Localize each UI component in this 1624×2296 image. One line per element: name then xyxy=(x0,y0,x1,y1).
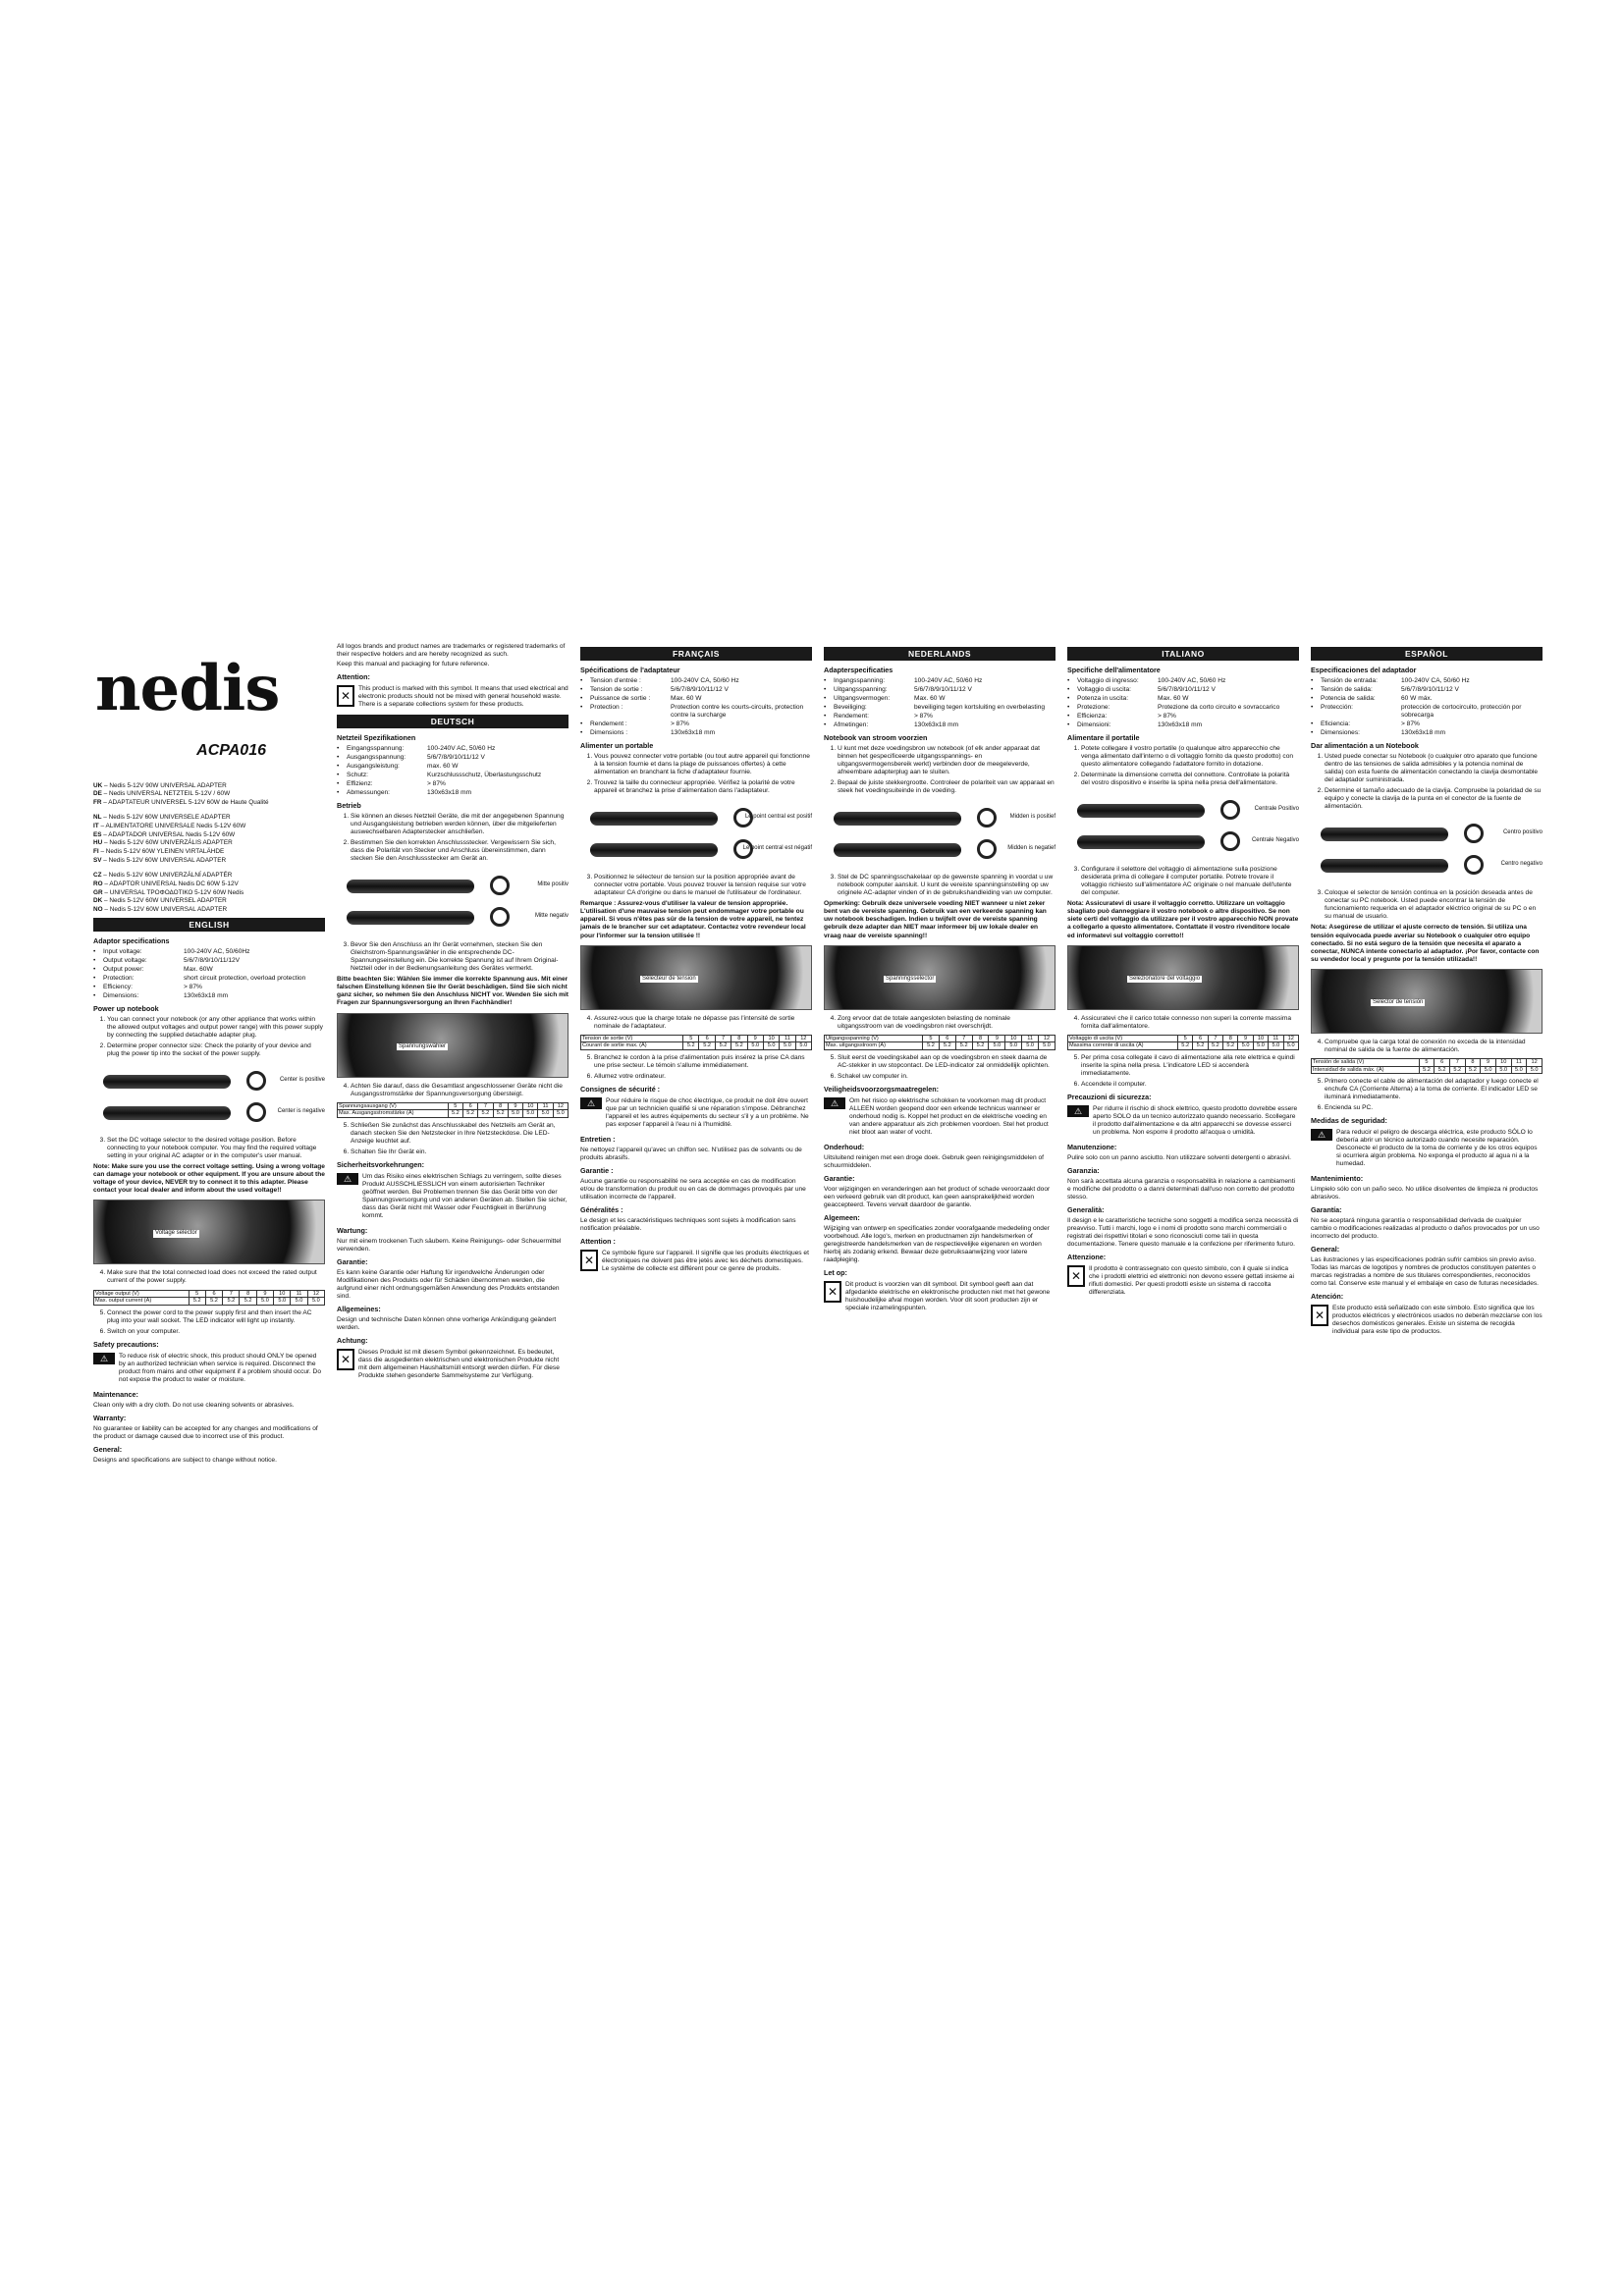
voltage-selector-label: Voltage selector xyxy=(155,1230,197,1237)
safety-text: Om het risico op elektrische schokken te voorkomen mag dit product ALLEEN worden geopend door een erkende technicus wanneer er onderhoud nodig is. Koppel het product en de elektrische voeding en van andere apparatuur als zich problemen voordoen. Stel het product niet bloot aan water of vocht. xyxy=(849,1097,1049,1137)
note: Opmerking: Gebruik deze universele voeding NIET wanneer u niet zeker bent van de vereiste spanning. Gebruik van een verkeerde spanning kan uw notebook beschadigen. Indien u twijfelt over de vereiste spanning gebruik deze adapter dan NIET maar informeer bij uw lokale dealer en vraag naar de vereiste spanning!! xyxy=(824,900,1047,939)
safety-title: Veiligheidsvoorzorgsmaatregelen: xyxy=(824,1085,940,1095)
general-title: Allgemeines: xyxy=(337,1305,381,1314)
column-deutsch xyxy=(337,643,568,1385)
maintenance-title: Maintenance: xyxy=(93,1390,138,1400)
spec-row: • Protection: short circuit protection, overload protection xyxy=(93,975,306,983)
attention-title: Attention: xyxy=(337,672,370,682)
spec-list xyxy=(1067,677,1299,729)
weee-bin-icon: ✕ xyxy=(1067,1265,1085,1287)
spec-row: • Dimensions: 130x63x18 mm xyxy=(93,992,229,1000)
step: 1. Usted puede conectar su Notebook (o cualquier otro aparato que funcione dentro de las tensiones de salida admisibles y la potencia nominal de salida) con esta fuente de alimentación conectando la clavija desmontable del adaptador suministrada. xyxy=(1325,753,1543,784)
spec-list xyxy=(337,745,568,797)
language-line: FR – ADAPTATEUR UNIVERSEL 5-12V 60W de Haute Qualité xyxy=(93,799,269,807)
voltage-selector-label: Spanningsselector xyxy=(886,975,935,982)
safety-title: Consignes de sécurité : xyxy=(580,1085,661,1095)
steps-list xyxy=(347,1083,568,1098)
step: 3. Coloque el selector de tensión continua en la posición deseada antes de conectar su PC notebook. Usted puede encontrar la tensión de funcionamiento requerida en el adaptador eléctrico original de su PC o en su manual de usuario. xyxy=(1325,889,1543,921)
language-line: NL – Nedis 5-12V 60W UNIVERSELE ADAPTER xyxy=(93,814,231,822)
weee-bin-icon: ✕ xyxy=(337,685,354,707)
step: 4. Zorg ervoor dat de totale aangesloten belasting de nominale uitgangsstroom van de voedingsbron niet overschrijdt. xyxy=(838,1015,1056,1031)
voltage-selector-label: Sélecteur de tension xyxy=(642,975,696,982)
steps-list xyxy=(103,1137,325,1160)
general-text: Il design e le caratteristiche tecniche sono soggetti a modifica senza necessità di preavviso. Tutti i marchi, logo e i nomi di prodotto sono marchi commerciali o registrati dei rispettivi titolari e sono riconosciuti come tali in questa documentazione. Tenere questo manuale e la confezione per riferimento futuro. xyxy=(1067,1216,1299,1248)
general-title: Generalità: xyxy=(1067,1204,1105,1214)
steps-list xyxy=(347,1122,568,1156)
connector-diagram xyxy=(1311,816,1543,884)
spec-row: • Eficiencia: > 87% xyxy=(1311,721,1420,728)
safety-text: Um das Risiko eines elektrischen Schlags zu verringern, sollte dieses Produkt AUSSCHLIESSLICH von einem autorisierten Techniker geöffnet werden. Bei Problemen trennen Sie das Gerät bitte von der Spannungsversorgung und von anderen Geräten ab. Stellen Sie sicher, dass das Gerät nicht mit Wasser oder Feuchtigkeit in Berührung kommt. xyxy=(362,1173,568,1220)
attention-text: Il prodotto è contrassegnato con questo simbolo, con il quale si indica che i prodotti elettrici ed elettronici non devono essere gettati insieme ai rifiuti domestici. Per questi prodotti esiste un sistema di raccolta differenziata. xyxy=(1089,1264,1294,1296)
steps-list xyxy=(1321,1039,1543,1054)
column-nederlands xyxy=(824,643,1056,1317)
step: 4. Make sure that the total connected load does not exceed the rated output current of the power supply. xyxy=(107,1269,325,1285)
center-negative-label: Mitte negativ xyxy=(534,913,568,920)
section-header: ESPAÑOL xyxy=(1311,647,1543,661)
spec-row: • Efficienza: > 87% xyxy=(1067,713,1176,721)
weee-bin-icon: ✕ xyxy=(824,1281,841,1303)
manual-sheet xyxy=(93,643,1546,1600)
step: 1. Sie können an dieses Netzteil Geräte, die mit der angegebenen Spannung und Ausgangsleistung betrieben werden können, über die mitgelieferten auswechselbaren Adapterstecker anschließen. xyxy=(351,813,568,836)
maintenance-text: Uitsluitend reinigen met een droge doek. Gebruik geen reinigingsmiddelen of schuurmiddelen. xyxy=(824,1154,1044,1170)
center-negative-label: Center is negative xyxy=(277,1108,325,1115)
step: 2. Determinate la dimensione corretta del connettore. Controllate la polarità del vostro dispositivo e inserite la spina nella presa dell'alimentatore. xyxy=(1081,772,1299,787)
steps-list xyxy=(590,1054,812,1081)
steps-list xyxy=(834,874,1056,897)
language-line: DE – Nedis UNIVERSAL NETZTEIL 5-12V / 60W xyxy=(93,790,231,798)
voltage-table: Spannungsausgang (V) 5 6 7 8 9 10 11 12 Max. Ausgangsstromstärke (A) 5.2 5.2 5.2 5.2 5.0 5.0 5.0 5.0 xyxy=(337,1102,568,1119)
language-line: DK – Nedis 5-12V 60W UNIVERSEL ADAPTER xyxy=(93,897,227,905)
section-header: FRANÇAIS xyxy=(580,647,812,661)
warranty-text: Non sarà accettata alcuna garanzia o responsabilità in relazione a cambiamenti e modifiche del prodotto o a danni determinati dall'uso non corretto del prodotto stesso. xyxy=(1067,1177,1296,1201)
connector-diagram xyxy=(1067,792,1299,861)
spec-row: • Abmessungen: 130x63x18 mm xyxy=(337,789,472,797)
steps-list xyxy=(103,1309,325,1336)
spec-row: • Beveiliging: beveiliging tegen kortsluiting en overbelasting xyxy=(824,704,1046,712)
warranty-title: Garantie : xyxy=(580,1166,614,1176)
spec-row: • Eingangsspannung: 100-240V AC, 50/60 Hz xyxy=(337,745,496,753)
center-negative-label: Centro negativo xyxy=(1500,861,1543,868)
spec-row: • Output power: Max. 60W xyxy=(93,966,213,974)
spec-row: • Protección: protección de cortocircuito, protección por sobrecarga xyxy=(1311,704,1522,720)
note: Bitte beachten Sie: Wählen Sie immer die korrekte Spannung aus. Mit einer falschen Einstellung können Sie Ihr Gerät beschädigen. Sind Sie sich nicht ganz sicher, so nehmen Sie den Anschluss NICHT vor. Wenden Sie sich mit Fragen zur Spannungsversorgung an Ihren Fachhändler! xyxy=(337,976,568,1007)
maintenance-text: Ne nettoyez l'appareil qu'avec un chiffon sec. N'utilisez pas de solvants ou de produits abrasifs. xyxy=(580,1147,802,1162)
spec-row: • Ausgangsleistung: max. 60 W xyxy=(337,763,459,771)
warranty-text: Es kann keine Garantie oder Haftung für irgendwelche Änderungen oder Modifikationen des Produkts oder für Schäden übernommen werden, die aufgrund einer nicht ordnungsgemäßen Anwendung des Produkts entstanden sind. xyxy=(337,1268,560,1301)
maintenance-title: Mantenimiento: xyxy=(1311,1174,1364,1184)
warranty-text: Voor wijzigingen en veranderingen aan het product of schade veroorzaakt door een verkeerd gebruik van dit product, kan geen aansprakelijkheid worden geaccepteerd. Tevens vervalt daardoor de garantie. xyxy=(824,1185,1051,1208)
step: 6. Schakel uw computer in. xyxy=(838,1073,1056,1081)
step: 6. Switch on your computer. xyxy=(107,1328,325,1336)
adapter-photo xyxy=(580,945,812,1010)
attention-title: Achtung: xyxy=(337,1335,368,1345)
attention-text: Ce symbole figure sur l'appareil. Il signifie que les produits électriques et électroniques ne doivent pas être jetés avec les déchets domestiques. Le système de collecte est différent pour ce genre de produits. xyxy=(602,1249,809,1272)
spec-row: • Rendement: > 87% xyxy=(824,713,933,721)
step: 1. Potete collegare il vostro portatile (o qualunque altro apparecchio che venga alimentato dall'interno o di voltaggio fornito da questo prodotto) con questo alimentatore collegando l'adattatore fornito in dotazione. xyxy=(1081,745,1299,769)
step: 5. Schließen Sie zunächst das Anschlusskabel des Netzteils am Gerät an, danach stecken Sie den Netzstecker in Ihre Netzsteckdose. Die LED-Anzeige leuchtet auf. xyxy=(351,1122,568,1146)
voltage-selector-label: Selezionatore del voltaggio xyxy=(1129,975,1201,982)
column-espanol xyxy=(1311,643,1543,1341)
steps-list xyxy=(103,1016,325,1058)
steps-list xyxy=(1077,866,1299,897)
center-positive-label: Le point central est positif xyxy=(744,814,812,821)
center-positive-label: Mitte positiv xyxy=(537,881,568,888)
steps-list xyxy=(1077,1015,1299,1031)
steps-list xyxy=(1321,753,1543,811)
steps-list xyxy=(347,941,568,973)
step: 6. Encienda su PC. xyxy=(1325,1104,1543,1112)
step: 3. Bevor Sie den Anschluss an Ihr Gerät vornehmen, stecken Sie den Gleichstrom-Spannungswähler in die entsprechende DC-Spannungseinstellung ein. Die korrekte Spannung ist auf Ihrem Original-Netzteil oder in der Bedienungsanleitung des Gerätes vermerkt. xyxy=(351,941,568,973)
general-title: General: xyxy=(1311,1245,1340,1255)
step: 6. Allumez votre ordinateur. xyxy=(594,1073,812,1081)
connector-diagram xyxy=(580,800,812,869)
steps-list xyxy=(834,745,1056,795)
spec-row: • Efficiency: > 87% xyxy=(93,984,202,991)
spec-list xyxy=(1311,677,1543,737)
steps-list xyxy=(1077,1054,1299,1089)
spec-row: • Voltaggio di ingresso: 100-240V AC, 50/60 Hz xyxy=(1067,677,1226,685)
warning-icon: ⚠ xyxy=(824,1097,845,1109)
section-header-english: ENGLISH xyxy=(93,918,325,932)
language-line: IT – ALIMENTATORE UNIVERSALE Nedis 5-12V 60W xyxy=(93,822,246,829)
steps-list xyxy=(1321,1078,1543,1112)
maintenance-title: Onderhoud: xyxy=(824,1143,865,1152)
spec-title: Specifiche dell'alimentatore xyxy=(1067,666,1161,675)
general-text: Wijziging van ontwerp en specificaties zonder voorafgaande mededeling onder voorbehoud. Alle logo's, merken en productnamen zijn handelsmerken of geregistreerde handelsmerken van de respectievelijke eigenaren en worden hierbij als zodanig erkend. Bewaar deze gebruiksaanwijzing voor latere raadpleging. xyxy=(824,1224,1050,1263)
keep-manual-text: Keep this manual and packaging for future reference. xyxy=(337,661,490,668)
step: 3. Stel de DC spanningsschakelaar op de gewenste spanning in voordat u uw notebook computer aansluit. U kunt de vereiste spanningsinstelling op uw originele AC-adapter vinden of in de gebruikshandleiding van uw computer. xyxy=(838,874,1056,897)
language-line: ES – ADAPTADOR UNIVERSAL Nedis 5-12V 60W xyxy=(93,830,236,838)
center-negative-label: Centrale Negativo xyxy=(1251,837,1299,844)
note: Nota: Assicuratevi di usare il voltaggio corretto. Utilizzare un voltaggio sbagliato può danneggiare il vostro notebook o altre dispositivo. Se non siete certi del voltaggio da utilizzare per il vostro apparecchio NON provate a collegarlo a questo alimentatore. Contattate il vostro rivenditore locale ed informatevi sul voltaggio corretto!! xyxy=(1067,900,1299,939)
safety-title: Sicherheitsvorkehrungen: xyxy=(337,1160,425,1170)
step: 1. Vous pouvez connecter votre portable (ou tout autre appareil qui fonctionne à la tension fournie et dans la plage de puissances offertes) à cette alimentation en branchant la fiche d'adaptateur fournie. xyxy=(594,753,812,776)
step: 4. Achten Sie darauf, dass die Gesamtlast angeschlossener Geräte nicht die Ausgangsstromstärke der Spannungsversorgung übersteigt. xyxy=(351,1083,568,1098)
step: 2. Determine proper connector size: Check the polarity of your device and plug the power tip into the socket of the power supply. xyxy=(107,1042,325,1058)
voltage-table: Tension de sortie (V) 5 6 7 8 9 10 11 12 Courant de sortie max. (A) 5.2 5.2 5.2 5.2 5.0 5.0 5.0 5.0 xyxy=(580,1035,812,1051)
safety-text: Para reducir el peligro de descarga eléctrica, este producto SÓLO lo debería abrir un técnico autorizado cuando necesite reparación. Desconecte el producto de la toma de corriente y de los otros equipos si ocurriera algún problema. No exponga el producto al agua ni a la humedad. xyxy=(1336,1129,1538,1168)
attention-title: Attention : xyxy=(580,1236,616,1246)
step: 2. Determine el tamaño adecuado de la clavija. Compruebe la polaridad de su equipo y conecte la clavija de la punta en el conector de la fuente de alimentación. xyxy=(1325,787,1543,811)
weee-bin-icon: ✕ xyxy=(1311,1305,1328,1326)
spec-row: • Potencia de salida: 60 W máx. xyxy=(1311,695,1433,703)
warranty-title: Warranty: xyxy=(93,1413,127,1422)
center-negative-label: Le point central est négatif xyxy=(742,845,812,852)
spec-row: • Tensión de entrada: 100-240V CA, 50/60 Hz xyxy=(1311,677,1470,685)
spec-row: • Puissance de sortie : Max. 60 W xyxy=(580,695,702,703)
warranty-text: No guarantee or liability can be accepted for any changes and modifications of the product or damage caused due to incorrect use of this product. xyxy=(93,1424,318,1440)
attention-text: Dieses Produkt ist mit diesem Symbol gekennzeichnet. Es bedeutet, dass die ausgedienten elektrischen und elektronischen Produkte nicht mit dem allgemeinen Haushaltsmüll entsorgt werden dürfen. Für diese Produkte stehen gesonderte Sammelsysteme zur Verfügung. xyxy=(358,1348,560,1379)
step: 1. You can connect your notebook (or any other appliance that works within the allowed output voltages and output power range) with this power supply by connecting the supplied detachable adapter plug. xyxy=(107,1016,325,1040)
steps-list xyxy=(590,874,812,897)
spec-row: • Protection : Protection contre les courts-circuits, protection contre la surcharge xyxy=(580,704,804,720)
power-title: Power up notebook xyxy=(93,1004,159,1014)
spec-row: • Uitgangsspanning: 5/6/7/8/9/10/11/12 V xyxy=(824,686,972,694)
attention-title: Atención: xyxy=(1311,1292,1344,1302)
maintenance-title: Wartung: xyxy=(337,1226,368,1236)
step: 5. Branchez le cordon à la prise d'alimentation puis insérez la prise CA dans une prise secteur. Le témoin s'allume immédiatement. xyxy=(594,1054,812,1070)
note: Note: Make sure you use the correct voltage setting. Using a wrong voltage can damage your notebook or other equipment. If you are unsure about the voltage of your device, NEVER try to connect it to this adapter. Please contact your local dealer and inform about the used voltage!! xyxy=(93,1163,325,1195)
maintenance-text: Límpielo sólo con un paño seco. No utilice disolventes de limpieza ni productos abrasivos. xyxy=(1311,1186,1539,1201)
step: 2. Bepaal de juiste stekkergrootte. Controleer de polariteit van uw apparaat en steek het voedingsuiteinde in de voeding. xyxy=(838,779,1056,795)
adapter-photo xyxy=(93,1200,325,1264)
attention-title: Let op: xyxy=(824,1267,847,1277)
spec-row: • Input voltage: 100-240V AC, 50/60Hz xyxy=(93,948,250,956)
adapter-photo xyxy=(824,945,1056,1010)
adapter-photo xyxy=(1311,969,1543,1034)
step: 2. Bestimmen Sie den korrekten Anschlussstecker. Vergewissern Sie sich, dass die Polarität von Stecker und Anschluss übereinstimmen, dann stecken Sie den Anschlussstecker am Gerät an. xyxy=(351,839,568,863)
voltage-selector-label: Selector de tensión xyxy=(1373,998,1424,1005)
step: 2. Trouvez la taille du connecteur appropriée. Vérifiez la polarité de votre appareil et branchez la prise d'alimentation dans l'adaptateur. xyxy=(594,779,812,795)
general-text: Le design et les caractéristiques techniques sont sujets à modification sans notification préalable. xyxy=(580,1216,796,1232)
spec-row: • Tension de sortie : 5/6/7/8/9/10/11/12 V xyxy=(580,686,729,694)
operation-title: Notebook van stroom voorzien xyxy=(824,733,928,743)
language-line: HU – Nedis 5-12V 60W UNIVERZÁLIS ADAPTER xyxy=(93,839,233,847)
brand-logo: nedis xyxy=(95,652,280,725)
steps-list xyxy=(103,1269,325,1285)
voltage-selector-label: Spannungswähler xyxy=(399,1042,447,1049)
maintenance-title: Manutenzione: xyxy=(1067,1143,1117,1152)
safety-text: Pour réduire le risque de choc électrique, ce produit ne doit être ouvert que par un technicien qualifié si une réparation s'impose. Débranchez l'appareil et les autres équipements du secteur s'il y a un problème. Ne pas exposer l'appareil à l'eau ni à l'humidité. xyxy=(606,1097,809,1129)
step: 6. Accendete il computer. xyxy=(1081,1081,1299,1089)
adapter-photo xyxy=(337,1013,568,1078)
center-positive-label: Centro positivo xyxy=(1502,829,1543,836)
warning-icon: ⚠ xyxy=(93,1353,115,1364)
weee-bin-icon: ✕ xyxy=(337,1349,354,1370)
maintenance-title: Entretien : xyxy=(580,1135,616,1145)
spec-list xyxy=(824,677,1056,729)
spec-title: Netzteil Spezifikationen xyxy=(337,733,416,743)
language-line: UK – Nedis 5-12V 90W UNIVERSAL ADAPTER xyxy=(93,781,227,789)
general-title: General: xyxy=(93,1444,123,1454)
section-header: NEDERLANDS xyxy=(824,647,1056,661)
step: 4. Compruebe que la carga total de conexión no exceda de la intensidad nominal de salida de la fuente de alimentación. xyxy=(1325,1039,1543,1054)
warning-icon: ⚠ xyxy=(337,1173,358,1185)
note: Remarque : Assurez-vous d'utiliser la valeur de tension appropriée. L'utilisation d'une mauvaise tension peut endommager votre portable ou appareil. Si vous n'êtes pas sûr de la tension de votre appareil, ne tentez jamais de le brancher sur cet adaptateur. Contactez votre revendeur local pour l'informer sur la tension utilisée !! xyxy=(580,900,806,939)
warranty-title: Garantie: xyxy=(824,1174,855,1184)
language-line: NO – Nedis 5-12V 60W UNIVERSAL ADAPTER xyxy=(93,906,228,914)
spec-title: Adapterspecificaties xyxy=(824,666,893,675)
spec-row: • Protezione: Protezione da corto circuito e sovraccarico xyxy=(1067,704,1280,712)
spec-list xyxy=(580,677,812,737)
language-list xyxy=(93,782,325,914)
spec-row: • Rendement : > 87% xyxy=(580,721,689,728)
step: 6. Schalten Sie Ihr Gerät ein. xyxy=(351,1148,568,1156)
language-line: RO – ADAPTOR UNIVERSAL Nedis DC 60W 5-12V xyxy=(93,880,239,887)
steps-list xyxy=(834,1015,1056,1031)
column-francais xyxy=(580,643,812,1278)
general-title: Généralités : xyxy=(580,1204,623,1214)
steps-list xyxy=(347,813,568,863)
step: 3. Configurare il selettore del voltaggio di alimentazione sulla posizione desiderata prima di collegare il computer portatile. Potrete trovare il voltaggio richiesto sull'alimentatore AC originale o nel manuale dell'utente del computer. xyxy=(1081,866,1299,897)
connector-diagram xyxy=(337,868,568,936)
section-header: ITALIANO xyxy=(1067,647,1299,661)
safety-text: Per ridurre il rischio di shock elettrico, questo prodotto dovrebbe essere aperto SOLO da un tecnico autorizzato quando necessario. Scollegare il prodotto dall'alimentazione e da altri apparecchi se dovesse esserci un problema. Non esporre il prodotto all'acqua o umidità. xyxy=(1093,1105,1298,1137)
step: 5. Sluit eerst de voedingskabel aan op de voedingsbron en steek daarna de AC-stekker in uw stopcontact. De LED-indicator zal onmiddellijk oplichten. xyxy=(838,1054,1056,1070)
warranty-text: No se aceptará ninguna garantía o responsabilidad derivada de cualquier cambio o modificaciones realizadas al producto o daños provocados por un uso incorrecto del producto. xyxy=(1311,1217,1540,1241)
attention-title: Attenzione: xyxy=(1067,1252,1107,1261)
adapter-photo xyxy=(1067,945,1299,1010)
note: Nota: Asegúrese de utilizar el ajuste correcto de tensión. Si utiliza una tensión equivocada puede averiar su Notebook o cualquier otro equipo conectado. Si no está seguro de la tensión que necesita el aparato a conectar, NUNCA intente conectarlo al adaptador. ¡Por favor, contacte con su vendedor local y pregunte por la tensión utilizada!! xyxy=(1311,924,1540,963)
warranty-title: Garantie: xyxy=(337,1257,368,1267)
voltage-table: Voltage output (V) 5 6 7 8 9 10 11 12 Max. output current (A) 5.2 5.2 5.2 5.2 5.0 5.0 5.0 5.0 xyxy=(93,1290,325,1307)
attention-text: Este producto está señalizado con este símbolo. Esto significa que los productos eléctricos y electrónicos usados no deberán mezclarse con los desechos domésticos generales. Existe un sistema de recogida individual para este tipo de productos. xyxy=(1332,1304,1543,1335)
spec-title: Especificaciones del adaptador xyxy=(1311,666,1417,675)
center-positive-label: Midden is positief xyxy=(1009,814,1056,821)
safety-text: To reduce risk of electric shock, this product should ONLY be opened by an authorized technician when service is required. Disconnect the product from mains and other equipment if a problem should occur. Do not expose the product to water or moisture. xyxy=(119,1353,321,1384)
safety-title: Precauzioni di sicurezza: xyxy=(1067,1093,1152,1102)
language-line: GR – UNIVERSAL ΤΡΟΦΟΔΟΤΙΚΟ 5-12V 60W Nedis xyxy=(93,888,244,896)
step: 5. Primero conecte el cable de alimentación del adaptador y luego conecte el enchufe CA (Corriente Alterna) a la toma de corriente. El indicador LED se iluminará inmediatamente. xyxy=(1325,1078,1543,1101)
section-header-deutsch: DEUTSCH xyxy=(337,715,568,728)
language-line: FI – Nedis 5-12V 60W YLEINEN VIRTALÄHDE xyxy=(93,848,225,856)
spec-title: Spécifications de l'adaptateur xyxy=(580,666,680,675)
weee-bin-icon: ✕ xyxy=(580,1250,598,1271)
steps-list xyxy=(1321,889,1543,921)
steps-list xyxy=(834,1054,1056,1081)
spec-row: • Potenza in uscita: Max. 60 W xyxy=(1067,695,1189,703)
spec-row: • Dimensiones: 130x63x18 mm xyxy=(1311,729,1446,737)
steps-list xyxy=(1077,745,1299,787)
attention-text: This product is marked with this symbol. It means that used electrical and electronic products should not be mixed with general household waste. There is a separate collections system for these products. xyxy=(358,684,568,708)
maintenance-text: Pulire solo con un panno asciutto. Non utilizzare solventi detergenti o abrasivi. xyxy=(1067,1154,1291,1162)
spec-row: • Output voltage: 5/6/7/8/9/10/11/12V xyxy=(93,957,241,965)
spec-row: • Dimensions : 130x63x18 mm xyxy=(580,729,716,737)
model-number: ACPA016 xyxy=(196,742,266,760)
step: 4. Assurez-vous que la charge totale ne dépasse pas l'intensité de sortie nominale de l'adaptateur. xyxy=(594,1015,812,1031)
spec-row: • Tensión de salida: 5/6/7/8/9/10/11/12 V xyxy=(1311,686,1459,694)
spec-row: • Schutz: Kurzschlussschutz, Überlastungsschutz xyxy=(337,772,542,779)
operation-title: Alimentare il portatile xyxy=(1067,733,1140,743)
steps-list xyxy=(590,753,812,795)
column-italiano xyxy=(1067,643,1299,1302)
spec-row: • Uitgangsvermogen: Max. 60 W xyxy=(824,695,946,703)
step: 1. U kunt met deze voedingsbron uw notebook (of elk ander apparaat dat binnen het gespecificeerde uitgangsspannings- en uitgangsvermogensbereik werkt) verbinden door de meegeleverde, afneembare adapterplug aan te sluiten. xyxy=(838,745,1056,776)
step: 3. Set the DC voltage selector to the desired voltage position. Before connecting to your notebook computer. You may find the required voltage setting in your original AC adapter or in the computer's user manual. xyxy=(107,1137,325,1160)
warranty-title: Garantía: xyxy=(1311,1205,1342,1215)
spec-row: • Dimensioni: 130x63x18 mm xyxy=(1067,721,1203,729)
maintenance-text: Nur mit einem trockenen Tuch säubern. Keine Reinigungs- oder Scheuermittel verwenden. xyxy=(337,1238,562,1254)
operation-title: Betrieb xyxy=(337,801,361,811)
warranty-text: Aucune garantie ou responsabilité ne sera acceptée en cas de modification et/ou de transformation du produit ou en cas de dommages provoqués par une utilisation incorrecte de l'appareil. xyxy=(580,1177,806,1201)
spec-list xyxy=(93,948,325,1000)
voltage-table: Voltaggio di uscita (V) 5 6 7 8 9 10 11 12 Massima corrente di uscita (A) 5.2 5.2 5.2 5.2 5.0 5.0 5.0 5.0 xyxy=(1067,1035,1299,1051)
spec-row: • Afmetingen: 130x63x18 mm xyxy=(824,721,959,729)
trademark-text: All logos brands and product names are trademarks or registered trademarks of their respective holders and are hereby recognized as such. xyxy=(337,643,566,659)
connector-diagram xyxy=(824,800,1056,869)
warranty-title: Garanzia: xyxy=(1067,1166,1100,1176)
center-positive-label: Center is positive xyxy=(279,1077,325,1084)
safety-title: Medidas de seguridad: xyxy=(1311,1116,1387,1126)
general-title: Algemeen: xyxy=(824,1212,860,1222)
spec-row: • Ausgangsspannung: 5/6/7/8/9/10/11/12 V xyxy=(337,754,485,762)
spec-title: Adaptor specifications xyxy=(93,936,170,946)
general-text: Designs and specifications are subject to change without notice. xyxy=(93,1456,277,1464)
voltage-table: Uitgangsspanning (V) 5 6 7 8 9 10 11 12 Max. uitgangsstroom (A) 5.2 5.2 5.2 5.2 5.0 5.0 5.0 5.0 xyxy=(824,1035,1056,1051)
connector-diagram xyxy=(93,1063,325,1132)
safety-title: Safety precautions: xyxy=(93,1340,159,1350)
spec-row: • Effizienz: > 87% xyxy=(337,780,446,788)
column-english xyxy=(93,643,325,1467)
maintenance-text: Clean only with a dry cloth. Do not use cleaning solvents or abrasives. xyxy=(93,1401,295,1409)
center-negative-label: Midden is negatief xyxy=(1007,845,1056,852)
step: 5. Connect the power cord to the power supply first and then insert the AC plug into your wall socket. The LED indicator will light up instantly. xyxy=(107,1309,325,1325)
spec-row: • Voltaggio di uscita: 5/6/7/8/9/10/11/12 V xyxy=(1067,686,1216,694)
spec-row: • Ingangsspanning: 100-240V AC, 50/60 Hz xyxy=(824,677,983,685)
operation-title: Dar alimentación a un Notebook xyxy=(1311,741,1419,751)
attention-text: Dit product is voorzien van dit symbool. Dit symbool geeft aan dat afgedankte elektrische en elektronische producten niet met het gewone huishoudelijke afval mogen worden. Voor dit soort producten zijn er speciale inzamelingspunten. xyxy=(845,1280,1051,1311)
warning-icon: ⚠ xyxy=(1311,1129,1332,1141)
voltage-table: Tensión de salida (V) 5 6 7 8 9 10 11 12 Intensidad de salida máx. (A) 5.2 5.2 5.2 5.2 5.0 5.0 5.0 5.0 xyxy=(1311,1058,1543,1075)
step: 4. Assicuratevi che il carico totale connesso non superi la corrente massima fornita dall'alimentatore. xyxy=(1081,1015,1299,1031)
language-line: CZ – Nedis 5-12V 60W UNIVERZÁLNÍ ADAPTÉR xyxy=(93,871,233,879)
language-line: SV – Nedis 5-12V 60W UNIVERSAL ADAPTER xyxy=(93,857,227,865)
steps-list xyxy=(590,1015,812,1031)
operation-title: Alimenter un portable xyxy=(580,741,654,751)
step: 3. Positionnez le sélecteur de tension sur la position appropriée avant de connecter votre portable. Vous pouvez trouver la tension requise sur votre adaptateur CA d'origine ou dans le manuel de l'utilisateur de l'ordinateur. xyxy=(594,874,812,897)
warning-icon: ⚠ xyxy=(1067,1105,1089,1117)
general-text: Las ilustraciones y las especificaciones podrán sufrir cambios sin previo aviso. Todas las marcas de logotipos y nombres de productos constituyen patentes o marcas registradas a nombre de sus titulares correspondientes, reconocidos como tal. Conserve este manual y el embalaje en caso de futuras necesidades. xyxy=(1311,1255,1540,1287)
general-text: Design und technische Daten können ohne vorherige Ankündigung geändert werden. xyxy=(337,1315,557,1331)
spec-row: • Tension d'entrée : 100-240V CA, 50/60 Hz xyxy=(580,677,739,685)
warning-icon: ⚠ xyxy=(580,1097,602,1109)
center-positive-label: Centrale Positivo xyxy=(1254,806,1299,813)
step: 5. Per prima cosa collegate il cavo di alimentazione alla rete elettrica e quindi inserite la spina nella presa. L'indicatore LED si accenderà immediatamente. xyxy=(1081,1054,1299,1078)
